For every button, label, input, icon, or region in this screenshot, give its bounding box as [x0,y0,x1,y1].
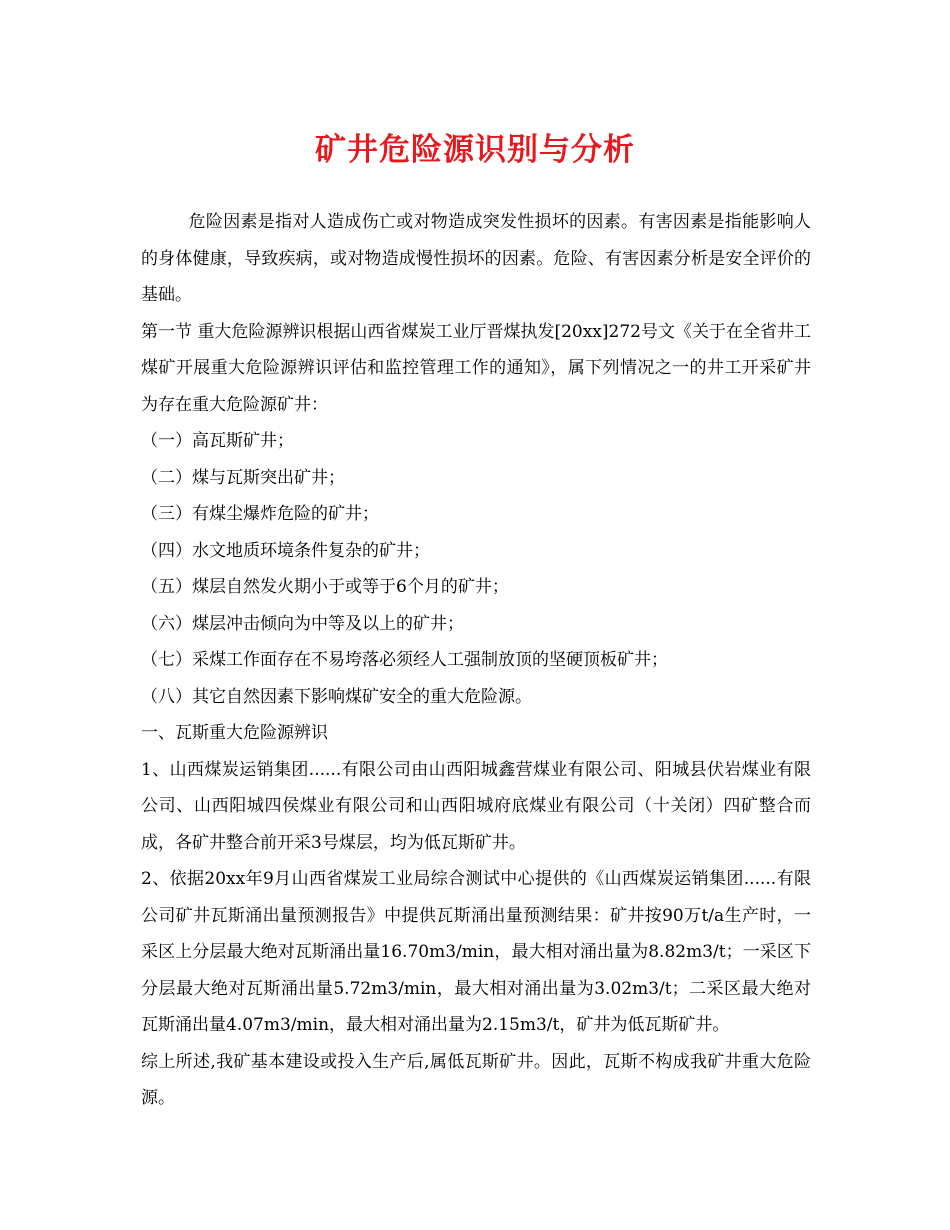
list-item: （八）其它自然因素下影响煤矿安全的重大危险源。 [141,686,532,707]
body-paragraph: 1、山西煤炭运销集团......有限公司由山西阳城鑫营煤业有限公司、阳城县伏岩煤业有限公司、山西阳城四侯煤业有限公司和山西阳城府底煤业有限公司（十关闭）四矿整合而成，各矿井整合前开采3号煤层，均为低瓦斯矿井。 [141,759,811,853]
list-item: （五）煤层自然发火期小于或等于6个月的矿井； [141,577,509,597]
section-one-paragraph: 第一节 重大危险源辨识根据山西省煤炭工业厅晋煤执发[20xx]272号文《关于在全省井工煤矿开展重大危险源辨识评估和监控管理工作的通知》，属下列情况之一的井工开采矿井为存在重大危险源矿井： [141,321,811,415]
section-heading: 一、瓦斯重大危险源辨识 [141,723,328,743]
conclusion-paragraph: 综上所述,我矿基本建设或投入生产后,属低瓦斯矿井。因此，瓦斯不构成我矿井重大危险源。 [141,1051,811,1108]
list-item: （二）煤与瓦斯突出矿井； [141,467,345,488]
intro-paragraph: 危险因素是指对人造成伤亡或对物造成突发性损坏的因素。有害因素是指能影响人的身体健康，导致疾病，或对物造成慢性损坏的因素。危险、有害因素分析是安全评价的基础。 [141,212,811,305]
list-item: （四）水文地质环境条件复杂的矿井； [141,540,430,561]
document-title: 矿井危险源识别与分析 [315,132,635,168]
list-item: （三）有煤尘爆炸危险的矿井； [141,504,379,524]
list-item: （六）煤层冲击倾向为中等及以上的矿井； [141,613,464,634]
list-item: （七）采煤工作面存在不易垮落必须经人工强制放顶的坚硬顶板矿井； [141,650,668,670]
body-paragraph: 2、依据20xx年9月山西省煤炭工业局综合测试中心提供的《山西煤炭运销集团......有限公司矿井瓦斯涌出量预测报告》中提供瓦斯涌出量预测结果：矿井按90万t/a生产时，一采区上分层最大绝对瓦斯涌出量16.70m3/min，最大相对涌出量为8.82m3/t；一采区下分层最大绝对瓦斯涌出量5.72m3/min，最大相对涌出量为3.02m3/t；二采区最大绝对瓦斯涌出量4.07m3/min，最大相对涌出量为2.15m3/t，矿井为低瓦斯矿井。 [141,869,811,1035]
list-item: （一）高瓦斯矿井； [141,431,294,451]
document-body [141,204,811,1117]
